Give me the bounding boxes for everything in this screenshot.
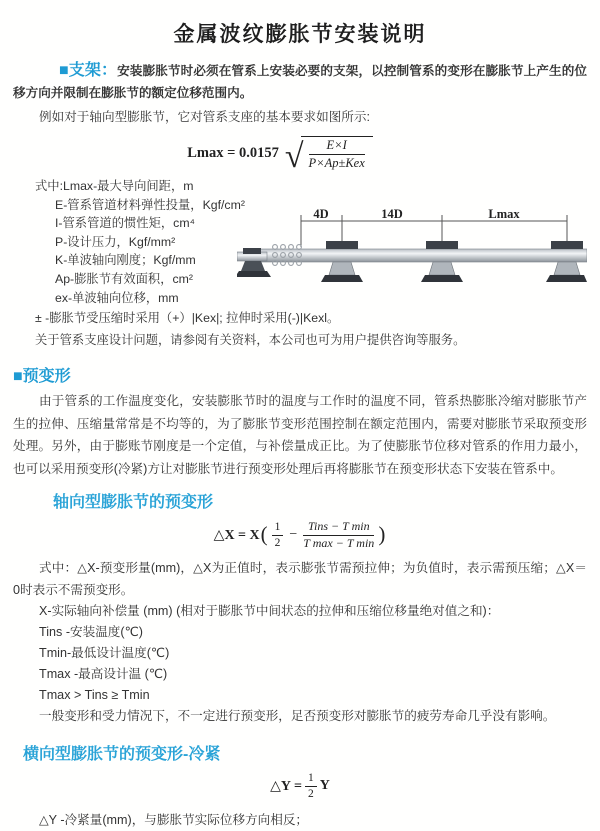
dx-temp-denominator: T max − T min — [303, 535, 375, 550]
axial-predeform-heading: 轴向型膨胀节的预变形 — [53, 494, 214, 512]
definition-line: P-设计压力，Kgf/mm² — [55, 234, 176, 249]
axial-term-line: Tmax > Tins ≥ Tmin — [39, 687, 150, 702]
dx-formula-rparen: ) — [378, 521, 386, 546]
definition-line: 式中:Lmax-最大导向间距，m — [35, 179, 194, 193]
axial-term-line: Tmin-最低设计温度(℃) — [39, 645, 170, 660]
dx-formula-minus: − — [289, 527, 298, 543]
definition-line: ex-单波轴向位移，mm — [55, 290, 179, 305]
support-intro-paragraph — [13, 60, 587, 104]
dy-formula-rhs: Y — [319, 778, 330, 794]
definition-line: I-管系管道的惯性矩，cm⁴ — [55, 216, 195, 231]
plusminus-note: ± -膨胀节受压缩时采用（+）|Kex|; 拉伸时采用(-)|Kexl。 — [35, 311, 340, 326]
predeform-section-heading — [13, 363, 587, 386]
dx-formula-half-fraction — [272, 521, 284, 550]
section-bullet-icon: ■ — [59, 62, 69, 79]
predeform-paragraph: 由于管系的工作温度变化，安装膨胀节时的温度与工作时的温度不同，管系热膨胀冷缩对膨胀节产生的拉伸、压缩量常常是不均等的，为了膨胀节变形范围控制在额定范围内，需要对膨胀节采取预变形处理。另外，由于膨账节刚度是一个定值，与补偿量成正比。为了使膨胀节位移对管系的作用力最小，也可以采用预变形(冷紧)方让对膨胀节进行预变形处理后再将膨胀节在预变形状态下安装在管系中。 — [13, 394, 587, 476]
axial-term-line: Tins -安装温度(℃) — [39, 624, 143, 639]
dim-label-4d: 4D — [313, 207, 329, 221]
anchor-support-icon — [237, 248, 271, 277]
pipe-support-diagram — [237, 207, 587, 307]
delta-y-formula — [13, 772, 587, 801]
support-example-line: 例如对于轴向型膨胀节，它对管系支座的基本要求如图所示: — [39, 110, 370, 124]
dx-half-numerator: 1 — [272, 521, 284, 536]
lmax-formula-fraction — [301, 136, 373, 171]
lateral-predeform-heading: 横向型膨胀节的预变形-冷紧 — [23, 745, 221, 763]
dx-half-denominator: 2 — [274, 536, 281, 549]
consult-note: 关于管系支座设计问题，请参阅有关资料，本公司也可为用户提供咨询等服务。 — [35, 333, 466, 348]
axial-term-line: 一般变形和受力情况下，不一定进行预变形，足否预变形对膨胀节的疲劳寿命几乎没有影响。 — [39, 708, 556, 723]
dim-label-lmax: Lmax — [488, 207, 520, 221]
dy-formula-half-fraction — [305, 772, 317, 801]
page-title: 金属波纹膨胀节安装说明 — [173, 23, 427, 46]
axial-explain-paragraph: 式中：△X-预变形量(mm)，△X为正值时，表示膨张节需预拉伸；为负值时，表示需预压缩；△X＝0时表示不需预变形。 — [13, 560, 587, 597]
dim-label-14d: 14D — [381, 207, 403, 221]
axial-terms-list — [13, 601, 587, 727]
definition-line: K-单波轴向刚度；Kgf/mm — [55, 253, 196, 268]
definitions-and-diagram — [13, 177, 587, 307]
predeform-heading-label: 预变形 — [22, 368, 71, 386]
lateral-explain-line: △Y -冷紧量(mm)，与膨胀节实际位移方向相反； — [39, 813, 309, 828]
definition-line: Ap-膨胀节有效面积，cm² — [55, 271, 193, 286]
lmax-formula-numerator: E×I — [309, 138, 365, 155]
axial-term-line: Tmax -最高设计温 (℃) — [39, 666, 168, 681]
support-heading-label: 支架： — [68, 62, 118, 79]
delta-x-formula — [13, 520, 587, 551]
lmax-formula: Lmax = 0.0157 √ $\frac{E\times I}{\text{P×Ap±Kex}}$ — [13, 136, 547, 171]
dx-formula-lhs: △X = X — [213, 527, 260, 543]
dy-half-numerator: 1 — [305, 772, 317, 787]
dy-half-denominator: 2 — [307, 787, 314, 800]
support-intro-text: 安装膨胀节时必须在管系上安装必要的支架，以控制管系的变形在膨胀节上产生的位移方向并限制在膨胀节的额定位移范围内。 — [13, 64, 587, 100]
lmax-formula-denominator: P×Ap±Kex — [308, 156, 365, 170]
section-bullet-icon: ■ — [13, 368, 23, 386]
dx-temp-numerator: Tins − T min — [303, 520, 374, 536]
dy-formula-lhs: △Y = — [270, 778, 302, 794]
dx-formula-lparen: ( — [260, 521, 268, 546]
axial-term-line: X-实际轴向补偿量 (mm) (相对于膨胀节中间状态的拉伸和压缩位移量绝对值之和)： — [39, 603, 500, 618]
dx-formula-temp-fraction — [303, 520, 374, 551]
definition-line: E-管系管道材料弹性投量，Kgf/cm² — [55, 197, 245, 212]
lmax-formula-lhs: Lmax = 0.0157 — [187, 145, 279, 161]
support-section-heading — [59, 62, 117, 79]
